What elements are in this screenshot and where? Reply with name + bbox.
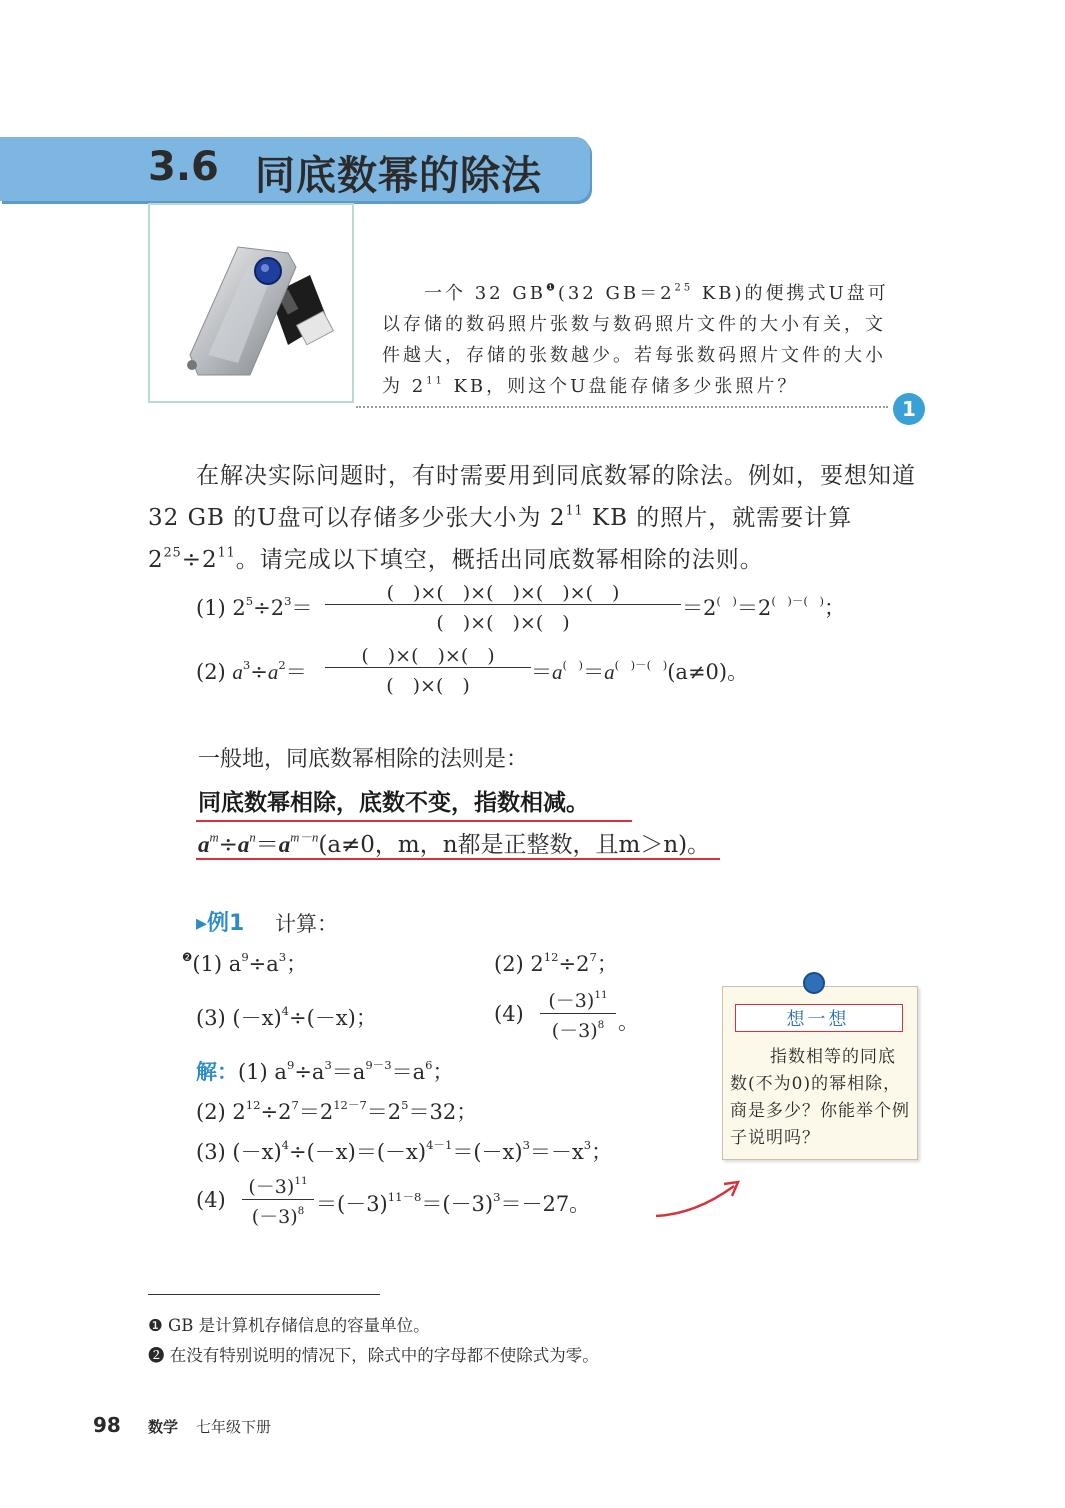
rule-base-a: a [198,832,210,857]
ex-p4-den-exp: 8 [597,1019,605,1032]
sol-4-num-exp: 11 [294,1175,308,1188]
paragraph-text-a: 在解决实际问题时，有时需要用到同底数幂的除法。例如，要想知道 32 GB 的U盘可以存储多少张大小为 2 [148,463,916,531]
solution-line-4-label: (4) [196,1188,226,1212]
fill-2-base-a: a [232,660,243,684]
dotted-divider [356,406,888,408]
ex-p4-numerator [538,986,618,1013]
sol-2-e3: 12－7 [333,1098,367,1113]
sol-1-a: (1) a [238,1060,287,1084]
example-task: 计算： [275,912,338,936]
footnote-2-mark: ❷ [148,1346,165,1365]
pointer-arrow-icon [652,1176,744,1222]
ex-p1-exp2: 3 [278,950,287,965]
sol-4-b: ＝(－3) [316,1192,388,1216]
intro-text-b: (32 GB＝2 [557,283,675,304]
ex-p2-exp: 12 [543,950,559,965]
footnote-1-mark: ❶ [148,1316,163,1335]
fill-2-result-b-base: a [604,660,615,684]
fill-1-end: ； [823,596,845,620]
sol-1-d: ＝a [391,1060,426,1084]
example-problem-1 [182,948,307,978]
sol-3-e1: 4 [281,1138,290,1153]
section-number: 3.6 [148,144,219,190]
sol-4-c: ＝(－3) [421,1192,494,1216]
section-title: 同底数幂的除法 [255,153,542,199]
usb-drive-image [148,203,354,403]
sol-3-a: (3) (－x) [196,1140,282,1164]
ex-p2-text: (2) 2 [494,952,544,976]
fill-2-numerator: ( )×( )×( ) [361,645,495,667]
sol-1-e2: 3 [324,1058,332,1073]
sol-4-e1: 11－8 [387,1190,422,1205]
sol-4-den-exp: 8 [297,1205,305,1218]
rule-formula [198,826,710,859]
fill-1-exp-a: 5 [245,594,254,609]
ex-p1-exp: 9 [241,950,249,965]
fill-1-exp-b: 3 [284,594,292,609]
footnote-1 [148,1312,430,1336]
intro-exp-25: 25 [674,282,694,294]
rule-base-a2: a [237,832,250,857]
intro-text-c: KB)的便携式U盘可以存储的数码照片张数与数码照片文件的大小有关，文件越大，存储的张数越少。若每张数码照片文件的大小为 2 [382,283,889,397]
footnote-ref-1: ❶ [545,282,558,294]
fill-1-result-a: ＝2 [682,596,717,620]
solution-line-3 [196,1136,612,1166]
ex-p1-text: (1) a [192,952,242,976]
fill-1-result-b: ＝2 [736,596,772,620]
rule-eq: ＝ [255,832,279,858]
sol-4-d: ＝－27。 [500,1192,591,1216]
step-number-badge: 1 [893,393,925,425]
sol-3-c: ＝(－x) [452,1140,523,1164]
rule-exp-n: n [249,830,256,845]
sol-2-end: ＝32； [408,1100,478,1124]
sol-2-e1: 12 [245,1098,261,1113]
sol-3-end: ； [591,1140,613,1164]
rule-intro: 一般地，同底数幂相除的法则是： [198,747,529,772]
fill-1-numerator: ( )×( )×( )×( )×( ) [386,582,620,604]
ex-p4-num-base: (－3) [548,990,595,1012]
rule-condition: (a≠0，m，n都是正整数，且m＞n)。 [318,832,711,858]
fill-2-fraction-bar [325,667,531,668]
fill-1-label: (1) 2 [196,596,246,620]
fill-2-condition: (a≠0)。 [667,660,749,684]
fill-2-div: ÷ [250,660,268,684]
rule-statement: 同底数幂相除，底数不变，指数相减。 [198,790,589,816]
sol-3-d: ＝－x [529,1140,584,1164]
sol-1-b: ÷a [294,1060,325,1084]
ex-p3-text: (3) (－x) [196,1006,282,1030]
fill-2-exp-a: 3 [242,658,251,673]
usb-drive-icon [150,205,352,401]
sol-1-end: ； [432,1060,454,1084]
paragraph-text-b: KB 的照片，就需要计算 2 [148,505,853,573]
footnote-2-text: 在没有特别说明的情况下，除式中的字母都不使除式为零。 [169,1346,599,1365]
fill-2-result-a-base: a [552,660,563,684]
ex-p3-exp: 4 [281,1004,290,1019]
example-problem-3 [196,1002,377,1032]
page-number: 98 [93,1413,121,1437]
sol-2-a: (2) 2 [196,1100,246,1124]
sol-2-c: ＝2 [298,1100,334,1124]
solution-label: 解： [196,1060,238,1084]
fill-2-denominator: ( )×( ) [386,675,470,697]
ex-p2-div: ÷2 [558,952,590,976]
sol-2-e4: 5 [401,1098,409,1113]
body-paragraph [148,455,933,581]
solution-line-2 [196,1096,477,1126]
fill-1-rhs [682,592,845,622]
sol-4-num-base: (－3) [248,1176,295,1198]
ex-p3-rest: ÷(－x)； [289,1006,377,1030]
sol-3-e3: 3 [522,1138,530,1153]
sol-4-e2: 3 [493,1190,501,1205]
fill-2-rhs [531,656,748,686]
ex-p4-fraction-bar [540,1013,616,1014]
footnote-1-text: GB 是计算机存储信息的容量单位。 [168,1316,430,1335]
solution-line-1 [196,1056,453,1086]
fill-1-div: ÷2 [253,596,285,620]
intro-text-d: KB，则这个U盘能存储多少张照片？ [444,376,799,397]
intro-text-a: 一个 32 GB [424,283,546,304]
paragraph-exp-25: 25 [163,544,182,560]
book-subject: 数学 [148,1418,179,1436]
example-label: ▸例1 [196,911,245,936]
fill-1-eq: ＝ [291,596,313,620]
sol-1-e3: 9－3 [365,1058,392,1073]
think-card-text: 指数相等的同底数(不为0)的幂相除，商是多少？你能举个例子说明吗？ [730,1047,910,1148]
example-problem-2 [494,948,618,978]
ex-p4-denominator [538,1016,618,1043]
sol-1-e4: 6 [425,1058,433,1073]
sol-1-c: ＝a [331,1060,366,1084]
sol-2-b: ÷2 [260,1100,292,1124]
pushpin-icon [803,972,825,994]
fill-1-lhs [196,592,312,622]
fill-1-result-a-exp: ( ) [716,594,737,609]
rule-base-a3: a [278,832,291,857]
fill-2-eq: ＝ [285,660,307,684]
ex-p1-div: ÷a [248,952,279,976]
sol-1-e1: 9 [286,1058,295,1073]
footnote-ref-2: ❷ [182,950,193,965]
example-problem-4-label: (4) [494,1002,524,1026]
fill-1-fraction-bar [325,604,681,605]
sol-3-b: ÷(－x)＝(－x) [289,1140,427,1164]
sol-4-den-base: (－3) [251,1206,298,1228]
sol-2-e2: 7 [291,1098,299,1113]
sol-4-denominator [240,1202,316,1229]
footnote-divider [148,1294,380,1295]
fill-2-result-a: ＝ [531,660,552,684]
sol-3-e2: 4－1 [426,1138,453,1153]
footnote-2 [148,1342,599,1366]
intro-question [382,278,897,402]
ex-p4-end: 。 [618,1010,639,1034]
paragraph-text-c: ÷2 [181,547,218,573]
fill-2-base-b: a [267,660,279,684]
fill-2-result-b: ＝ [583,660,605,684]
ex-p4-den-base: (－3) [551,1020,598,1042]
sol-4-fraction-bar [242,1199,314,1200]
ex-p2-exp2: 7 [589,950,597,965]
think-card-title: 想一想 [786,1009,850,1030]
sol-2-d: ＝2 [366,1100,402,1124]
intro-exp-11: 11 [426,375,445,387]
paragraph-exp-11: 11 [565,502,584,518]
think-card-body [730,1044,910,1152]
ex-p1-end: ； [286,952,308,976]
book-grade: 七年级下册 [196,1418,272,1436]
rule-exp-mn: m－n [290,830,319,845]
fill-2-exp-b: 2 [278,658,286,673]
paragraph-text-d: 。请完成以下填空，概括出同底数幂相除的法则。 [235,547,764,573]
fill-1-denominator: ( )×( )×( ) [436,612,570,634]
fill-2-result-b-exp: ( )－( ) [614,658,668,673]
ex-p4-num-exp: 11 [594,989,608,1002]
fill-1-result-b-exp: ( )－( ) [771,594,824,609]
ex-p2-end: ； [596,952,618,976]
rule-div: ÷ [218,832,238,858]
solution-line-4-rest [316,1188,590,1218]
sol-4-numerator [240,1172,316,1199]
fill-2-lhs [196,656,307,686]
fill-2-result-a-exp: ( ) [562,658,584,673]
sol-3-e4: 3 [583,1138,592,1153]
fill-2-label: (2) [196,660,233,684]
rule-formula-underline [196,858,720,860]
paragraph-exp-11b: 11 [217,544,236,560]
rule-exp-m: m [209,830,219,845]
rule-statement-underline [196,820,632,822]
